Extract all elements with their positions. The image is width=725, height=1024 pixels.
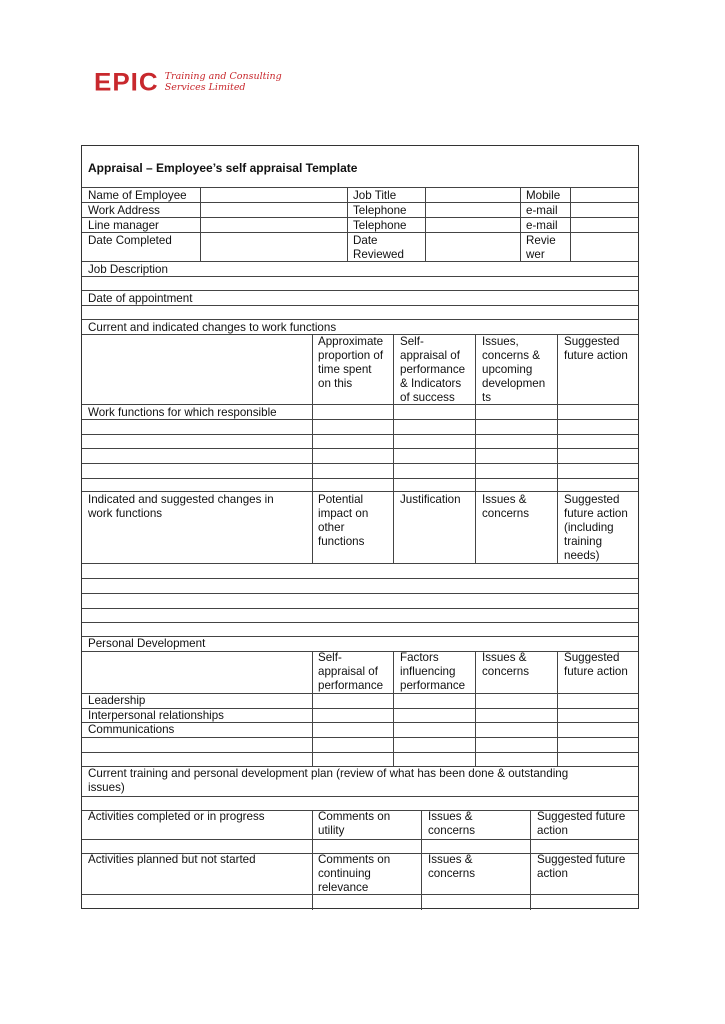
header-line: concerns — [482, 665, 530, 678]
header-line: Issues & — [482, 493, 527, 506]
leadership-label: Leadership — [88, 694, 146, 707]
self-appraisal-header — [318, 651, 383, 693]
header-line: proportion of — [318, 349, 384, 362]
header-line: Suggested future — [537, 810, 626, 823]
header-line: Issues & — [428, 853, 473, 866]
header-line: Suggested — [564, 651, 620, 664]
column-divider — [393, 651, 394, 766]
reviewer-line2: wer — [526, 248, 545, 261]
column-divider — [557, 651, 558, 766]
header-line: on this — [318, 377, 353, 390]
issues-concerns-header — [428, 810, 475, 838]
header-line: functions — [318, 535, 365, 548]
work-functions-responsible-label: Work functions for which responsible — [88, 406, 277, 419]
row-divider — [82, 693, 638, 694]
suggested-action-header — [537, 853, 625, 881]
job-title-label: Job Title — [353, 189, 397, 202]
row-divider — [82, 187, 638, 188]
row-divider — [82, 491, 638, 492]
interpersonal-label: Interpersonal relationships — [88, 709, 224, 722]
label-line: Indicated and suggested changes in — [88, 493, 274, 506]
column-divider — [421, 810, 422, 910]
reviewer-line1: Revie — [526, 234, 556, 247]
suggested-action-header — [564, 651, 628, 679]
row-divider — [82, 448, 638, 449]
row-divider — [82, 752, 638, 753]
justification-header — [400, 493, 461, 507]
appraisal-form — [81, 145, 639, 909]
header-line: time spent — [318, 363, 372, 376]
row-divider — [82, 593, 638, 594]
header-line: performance — [400, 363, 466, 376]
header-line: Comments on — [318, 853, 391, 866]
header-line: Self- — [318, 651, 342, 664]
logo-tagline — [165, 71, 282, 93]
activities-planned-label: Activities planned but not started — [88, 853, 256, 866]
column-divider — [475, 334, 476, 563]
header-line: continuing — [318, 867, 371, 880]
header-line: appraisal of — [400, 349, 460, 362]
header-line: appraisal of — [318, 665, 378, 678]
factors-header — [400, 651, 465, 693]
date-reviewed-label — [353, 234, 404, 262]
header-line: Comments on — [318, 810, 391, 823]
header-line: performance — [400, 679, 466, 692]
column-divider — [475, 651, 476, 766]
header-line: Self- — [400, 335, 424, 348]
header-line: action — [537, 824, 568, 837]
header-line: (including — [564, 521, 614, 534]
header-line: ts — [482, 391, 492, 404]
logo-tagline-line1: Training and Consulting — [164, 71, 282, 82]
header-line: Justification — [400, 493, 461, 506]
row-divider — [82, 737, 638, 738]
header-line: future action — [564, 665, 628, 678]
column-divider — [393, 334, 394, 563]
suggested-action-header — [564, 493, 628, 563]
row-divider — [82, 404, 638, 405]
column-divider — [312, 334, 313, 563]
row-divider — [82, 796, 638, 797]
training-heading — [88, 767, 568, 795]
telephone-label: Telephone — [353, 219, 407, 232]
header-line: Suggested future — [537, 853, 626, 866]
work-functions-heading: Current and indicated changes to work functions — [88, 321, 337, 334]
line-manager-label: Line manager — [88, 219, 159, 232]
header-line: concerns & — [482, 349, 540, 362]
column-divider — [312, 810, 313, 910]
column-divider — [200, 187, 201, 261]
issues-concerns-header — [482, 651, 529, 679]
header-line: Issues & — [428, 810, 473, 823]
header-line: Issues & — [482, 651, 527, 664]
column-divider — [570, 187, 571, 261]
personal-development-heading: Personal Development — [88, 637, 206, 650]
header-line: future action — [564, 507, 628, 520]
job-description-label: Job Description — [88, 263, 168, 276]
header-line: other — [318, 521, 345, 534]
column-divider — [557, 334, 558, 563]
heading-line: Current training and personal development plan (review of what has been done & outstanding — [88, 767, 569, 780]
header-line: Potential — [318, 493, 364, 506]
mobile-label: Mobile — [526, 189, 561, 202]
row-divider — [82, 319, 638, 320]
row-divider — [82, 290, 638, 291]
header-line: & Indicators — [400, 377, 462, 390]
header-line: Suggested — [564, 335, 620, 348]
header-line: relevance — [318, 881, 369, 894]
header-line: concerns — [482, 507, 530, 520]
header-line: needs) — [564, 549, 600, 562]
header-line: future action — [564, 349, 628, 362]
header-line: action — [537, 867, 568, 880]
logo-wordmark: EPIC — [94, 67, 159, 97]
header-line: training — [564, 535, 603, 548]
name-of-employee-label: Name of Employee — [88, 189, 187, 202]
reviewer-label — [526, 234, 556, 262]
email-label: e-mail — [526, 219, 558, 232]
heading-line: issues) — [88, 781, 125, 794]
header-line: performance — [318, 679, 384, 692]
column-divider — [347, 187, 348, 261]
date-reviewed-line2: Reviewed — [353, 248, 404, 261]
activities-completed-label: Activities completed or in progress — [88, 810, 265, 823]
suggested-action-header — [564, 335, 628, 363]
header-line: upcoming — [482, 363, 533, 376]
issues-concerns-header — [428, 853, 475, 881]
communications-label: Communications — [88, 723, 175, 736]
row-divider — [82, 622, 638, 623]
impact-header — [318, 493, 368, 549]
comments-utility-header — [318, 810, 390, 838]
changes-label — [88, 493, 274, 521]
logo-tagline-line2: Services Limited — [164, 82, 246, 93]
header-line: of success — [400, 391, 455, 404]
self-appraisal-header — [400, 335, 465, 405]
header-line: Approximate — [318, 335, 384, 348]
suggested-action-header — [537, 810, 625, 838]
header-line: impact on — [318, 507, 369, 520]
column-divider — [312, 651, 313, 766]
header-line: influencing — [400, 665, 456, 678]
issues-concerns-header — [482, 493, 529, 521]
company-logo — [94, 67, 282, 97]
column-divider — [520, 187, 521, 261]
date-reviewed-line1: Date — [353, 234, 378, 247]
telephone-label: Telephone — [353, 204, 407, 217]
form-title: Appraisal – Employee’s self appraisal Template — [88, 161, 358, 175]
row-divider — [82, 608, 638, 609]
header-line: Factors — [400, 651, 439, 664]
header-line: concerns — [428, 867, 476, 880]
header-line: concerns — [428, 824, 476, 837]
date-completed-label: Date Completed — [88, 234, 172, 247]
email-label: e-mail — [526, 204, 558, 217]
issues-concerns-header — [482, 335, 545, 405]
time-spent-header — [318, 335, 383, 391]
column-divider — [425, 187, 426, 261]
row-divider — [82, 434, 638, 435]
comments-relevance-header — [318, 853, 390, 895]
header-line: Issues, — [482, 335, 519, 348]
label-line: work functions — [88, 507, 163, 520]
row-divider — [82, 478, 638, 479]
column-divider — [530, 810, 531, 910]
date-of-appointment-label: Date of appointment — [88, 292, 193, 305]
header-line: utility — [318, 824, 345, 837]
header-line: Suggested — [564, 493, 620, 506]
row-divider — [82, 563, 638, 564]
row-divider — [82, 578, 638, 579]
work-address-label: Work Address — [88, 204, 160, 217]
header-line: developmen — [482, 377, 546, 390]
row-divider — [82, 463, 638, 464]
row-divider — [82, 839, 638, 840]
